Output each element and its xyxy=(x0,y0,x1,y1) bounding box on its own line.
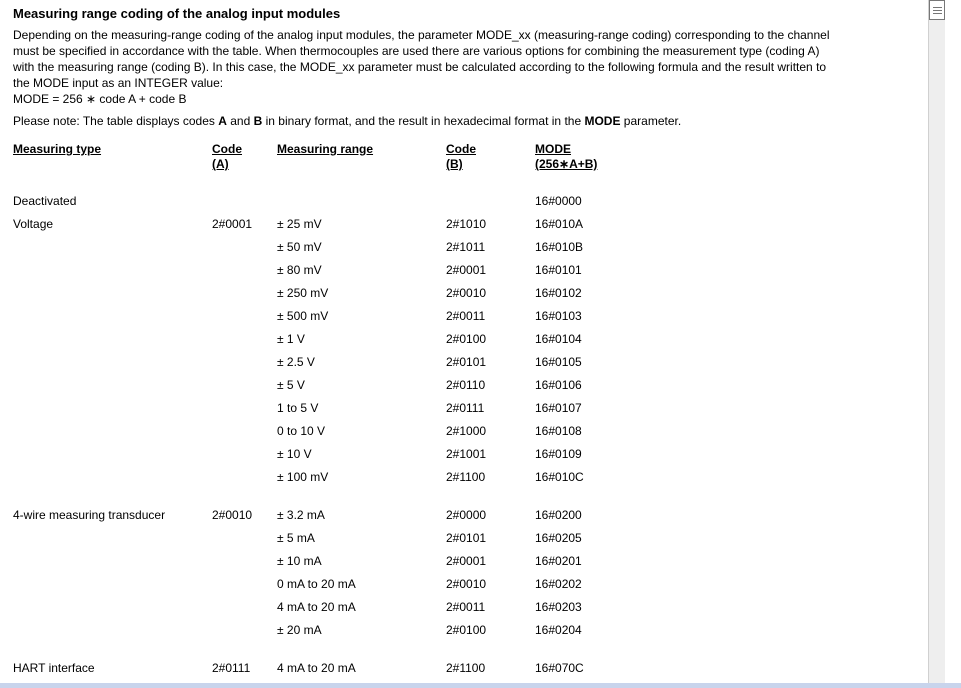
cell-code-b: 2#1001 xyxy=(446,447,487,461)
cell-measuring-range: 0 to 10 V xyxy=(277,424,326,438)
cell-mode: 16#0205 xyxy=(535,531,582,545)
header-code-b-line1: Code xyxy=(446,142,476,156)
note-bold-mode: MODE xyxy=(584,114,621,128)
scrollbar-thumb[interactable] xyxy=(929,0,945,20)
cell-code-b: 2#0010 xyxy=(446,577,487,591)
cell-code-b: 2#0011 xyxy=(446,309,486,323)
cell-code-b: 2#1011 xyxy=(446,240,486,254)
cell-code-b: 2#0100 xyxy=(446,623,487,637)
cell-mode: 16#0109 xyxy=(535,447,582,461)
header-mode-line2: (256∗A+B) xyxy=(535,157,598,171)
header-measuring-type: Measuring type xyxy=(13,142,102,156)
cell-mode: 16#0200 xyxy=(535,508,582,522)
header-code-b-line2: (B) xyxy=(446,157,463,171)
intro-paragraph xyxy=(13,27,913,107)
cell-code-b: 2#0001 xyxy=(446,554,487,568)
cell-measuring-range: ± 1 V xyxy=(277,332,305,346)
cell-measuring-range: ± 25 mV xyxy=(277,217,322,231)
cell-mode: 16#0104 xyxy=(535,332,582,346)
bottom-edge xyxy=(0,683,961,688)
cell-measuring-range: 4 mA to 20 mA xyxy=(277,661,356,675)
cell-code-b: 2#0101 xyxy=(446,355,487,369)
cell-mode: 16#0105 xyxy=(535,355,582,369)
cell-mode: 16#0202 xyxy=(535,577,582,591)
cell-mode: 16#010C xyxy=(535,470,584,484)
window-edge xyxy=(945,0,961,683)
note-text: parameter. xyxy=(620,114,682,128)
cell-measuring-range: ± 500 mV xyxy=(277,309,329,323)
cell-mode: 16#0108 xyxy=(535,424,582,438)
cell-mode: 16#0107 xyxy=(535,401,582,415)
cell-code-a: 2#0001 xyxy=(212,217,253,231)
cell-measuring-range: ± 2.5 V xyxy=(277,355,315,369)
cell-measuring-range: ± 250 mV xyxy=(277,286,329,300)
cell-mode: 16#070C xyxy=(535,661,584,675)
cell-code-b: 2#0001 xyxy=(446,263,487,277)
note-text: Please note: The table displays codes xyxy=(13,114,219,128)
intro-line: must be specified in accordance with the table. When thermocouples are used there are various options for combining the measurement type (coding A) xyxy=(13,44,820,58)
header-mode xyxy=(535,142,597,172)
cell-mode: 16#010A xyxy=(535,217,584,231)
cell-code-b: 2#1100 xyxy=(446,661,486,675)
page-title: Measuring range coding of the analog input modules xyxy=(13,6,341,21)
cell-code-b: 2#0100 xyxy=(446,332,487,346)
cell-measuring-range: ± 100 mV xyxy=(277,470,329,484)
header-code-b xyxy=(446,142,476,172)
cell-mode: 16#0102 xyxy=(535,286,582,300)
header-measuring-range: Measuring range xyxy=(277,142,374,156)
cell-measuring-range: ± 20 mA xyxy=(277,623,322,637)
cell-measuring-type: Deactivated xyxy=(13,194,77,208)
cell-code-b: 2#0111 xyxy=(446,401,485,415)
cell-mode: 16#0103 xyxy=(535,309,582,323)
header-mode-line1: MODE xyxy=(535,142,571,156)
cell-measuring-type: HART interface xyxy=(13,661,95,675)
cell-code-b: 2#0110 xyxy=(446,378,486,392)
note-paragraph xyxy=(13,114,681,128)
cell-measuring-type: 4-wire measuring transducer xyxy=(13,508,166,522)
intro-line: the MODE input as an INTEGER value: xyxy=(13,76,224,90)
cell-measuring-range: ± 10 mA xyxy=(277,554,322,568)
header-code-a-line1: Code xyxy=(212,142,242,156)
cell-mode: 16#0101 xyxy=(535,263,582,277)
cell-code-b: 2#0101 xyxy=(446,531,487,545)
note-text: in binary format, and the result in hexadecimal format in the xyxy=(262,114,585,128)
note-text: and xyxy=(226,114,254,128)
header-code-a xyxy=(212,142,242,172)
cell-code-b: 2#1010 xyxy=(446,217,487,231)
cell-code-a: 2#0111 xyxy=(212,661,251,675)
cell-measuring-range: ± 5 V xyxy=(277,378,305,392)
intro-line: with the measuring range (coding B). In this case, the MODE_xx parameter must be calculated according to the following formula and the result written to xyxy=(13,60,827,74)
cell-code-b: 2#0000 xyxy=(446,508,487,522)
cell-measuring-range: 0 mA to 20 mA xyxy=(277,577,356,591)
header-code-a-line2: (A) xyxy=(212,157,229,171)
cell-measuring-range: ± 10 V xyxy=(277,447,312,461)
cell-mode: 16#0106 xyxy=(535,378,582,392)
cell-measuring-range: 1 to 5 V xyxy=(277,401,319,415)
cell-measuring-range: 4 mA to 20 mA xyxy=(277,600,356,614)
cell-code-b: 2#1100 xyxy=(446,470,486,484)
note-bold-a: A xyxy=(218,114,227,128)
cell-mode: 16#0204 xyxy=(535,623,582,637)
cell-measuring-range: ± 80 mV xyxy=(277,263,322,277)
cell-mode: 16#0203 xyxy=(535,600,582,614)
cell-mode: 16#010B xyxy=(535,240,584,254)
cell-measuring-range: ± 3.2 mA xyxy=(277,508,325,522)
cell-measuring-type: Voltage xyxy=(13,217,54,231)
cell-measuring-range: ± 50 mV xyxy=(277,240,322,254)
vertical-scrollbar[interactable] xyxy=(928,0,946,683)
cell-mode: 16#0000 xyxy=(535,194,582,208)
cell-code-b: 2#0010 xyxy=(446,286,487,300)
cell-measuring-range: ± 5 mA xyxy=(277,531,315,545)
cell-mode: 16#0201 xyxy=(535,554,582,568)
cell-code-a: 2#0010 xyxy=(212,508,253,522)
cell-code-b: 2#1000 xyxy=(446,424,487,438)
intro-line: Depending on the measuring-range coding of the analog input modules, the parameter MODE_xx (measuring-range coding) corresponding to the channel xyxy=(13,28,830,42)
formula-line: MODE = 256 ∗ code A + code B xyxy=(13,92,187,106)
cell-code-b: 2#0011 xyxy=(446,600,486,614)
note-bold-b: B xyxy=(253,114,263,128)
